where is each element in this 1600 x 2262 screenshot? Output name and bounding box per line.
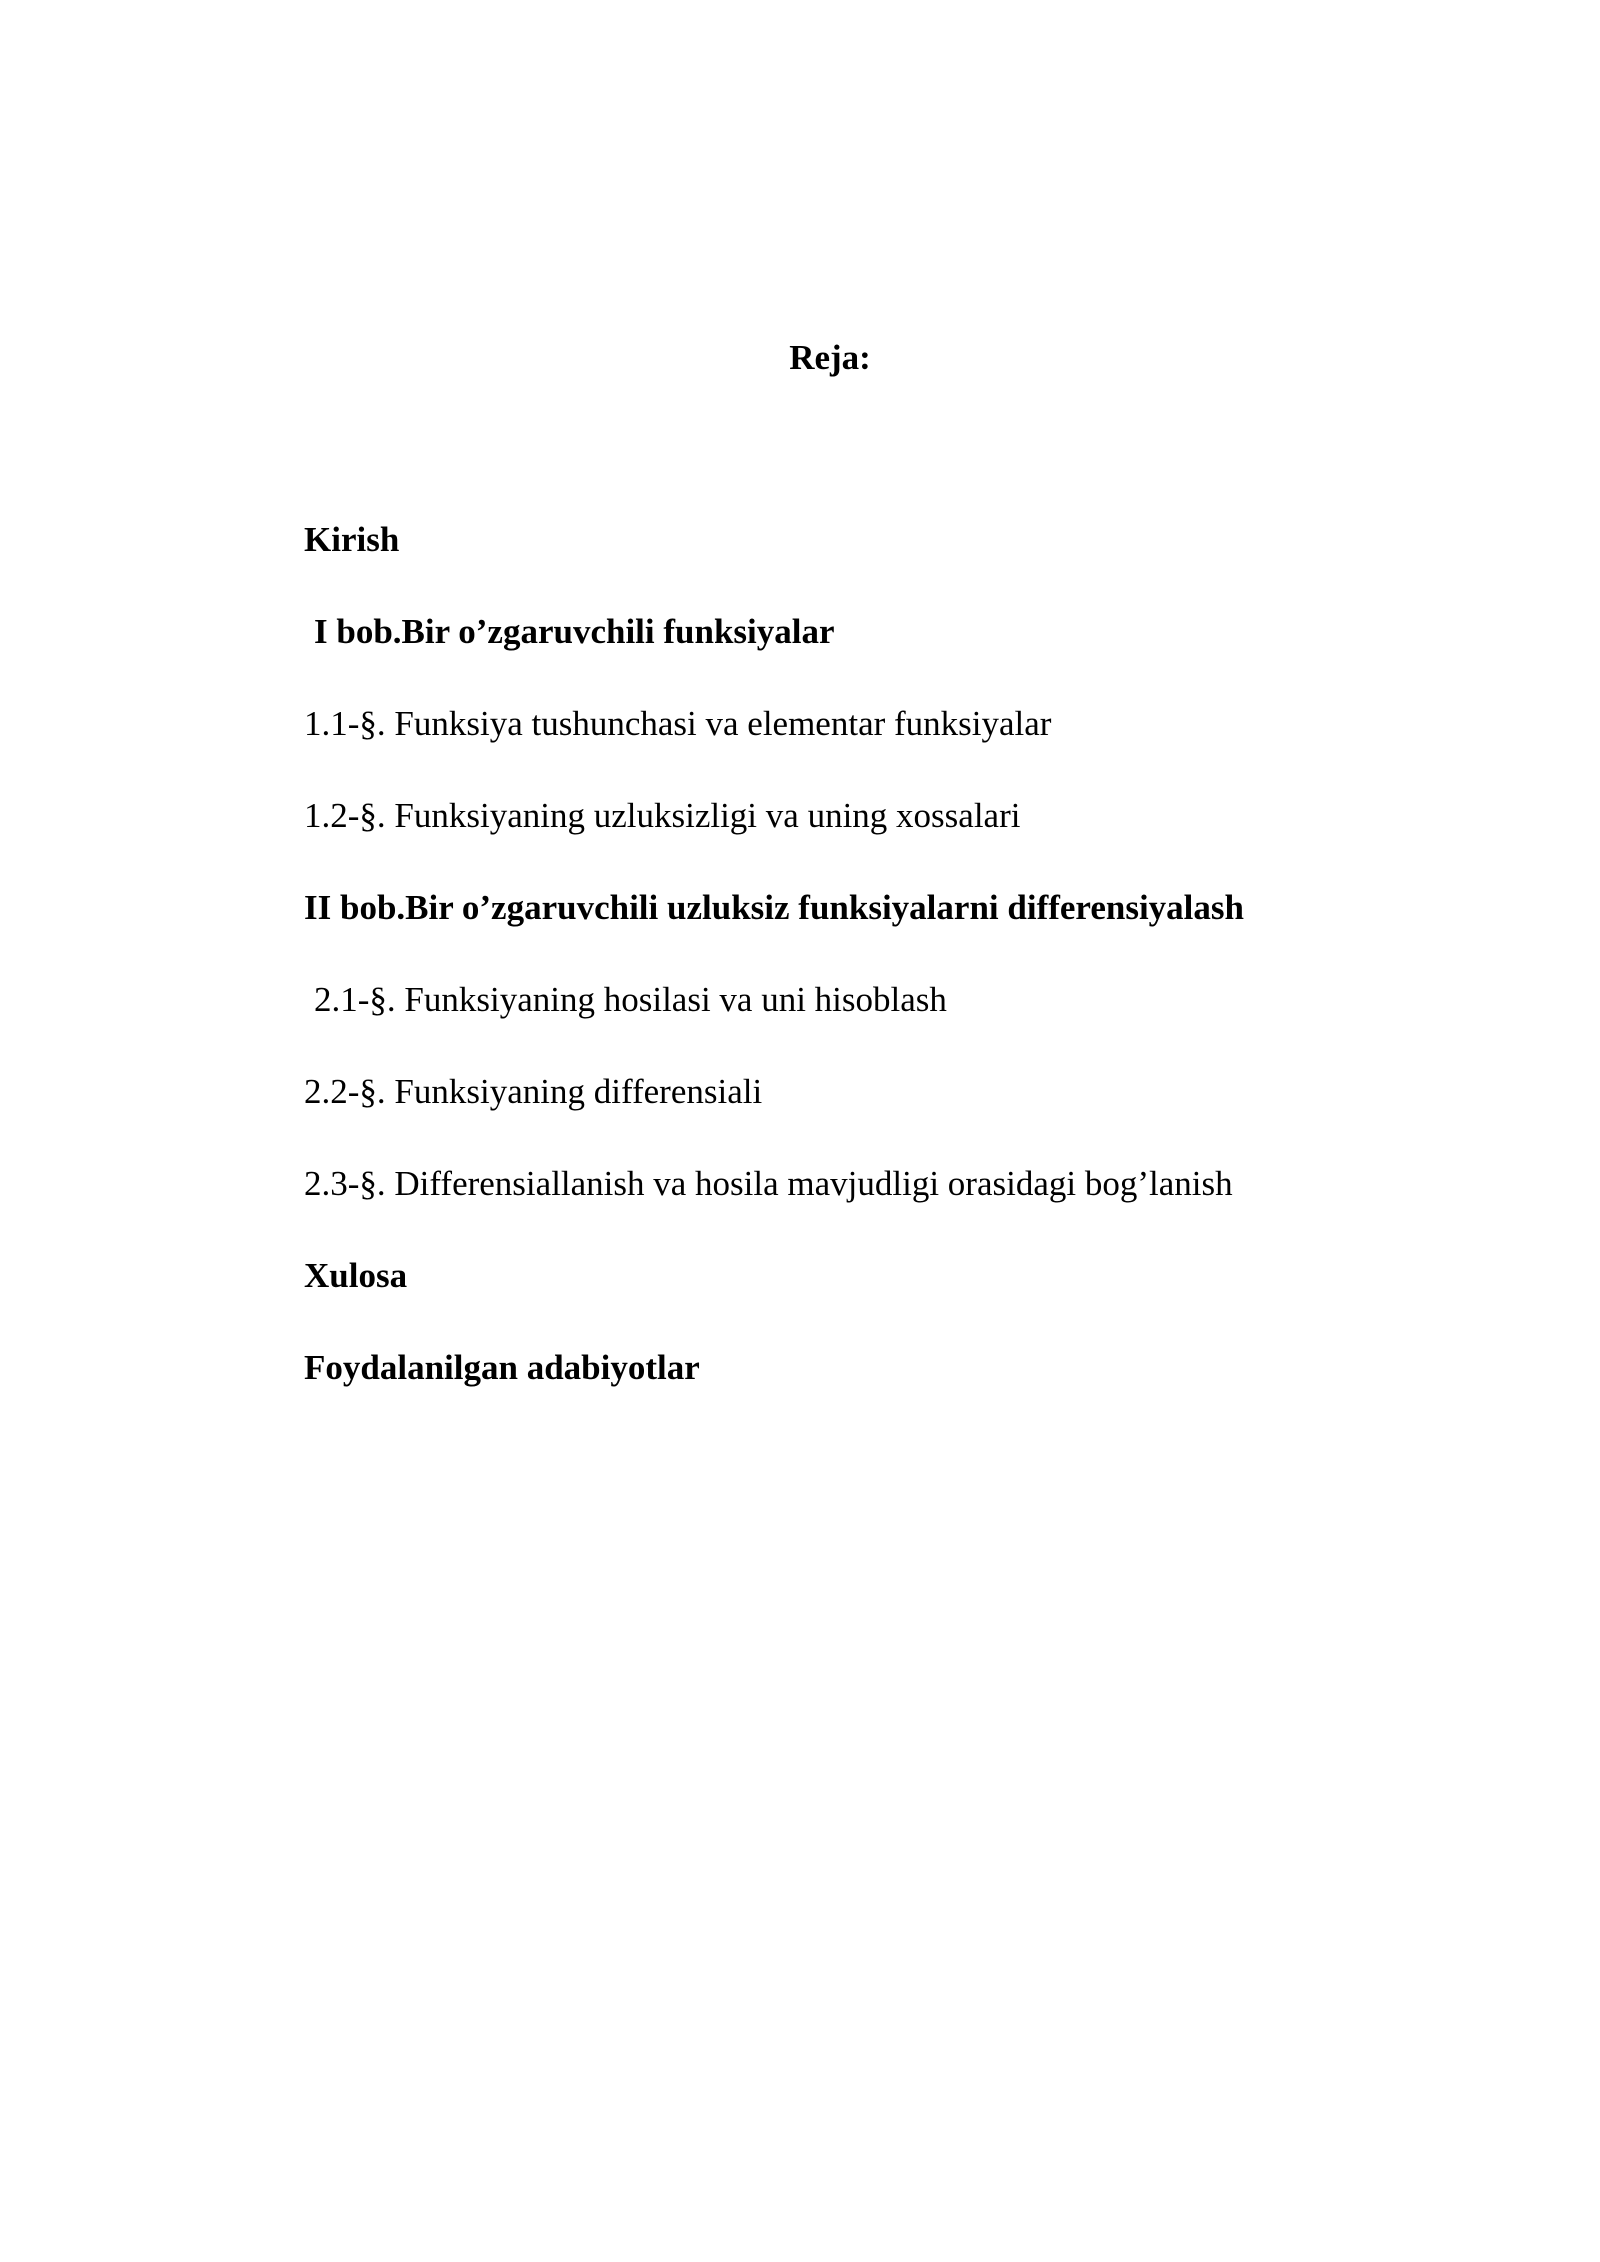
toc-item-section-1-1: 1.1-§. Funksiya tushunchasi va elementar funksiyalar — [304, 704, 1052, 743]
toc-item-section-1-2: 1.2-§. Funksiyaning uzluksizligi va uning xossalari — [304, 796, 1021, 835]
toc-item-chapter-1: I bob.Bir o’zgaruvchili funksiyalar — [314, 612, 835, 651]
toc-item-introduction: Kirish — [304, 520, 400, 559]
toc-item-section-2-3: 2.3-§. Differensiallanish va hosila mavjudligi orasidagi bog’lanish — [304, 1164, 1233, 1203]
toc-item-chapter-2: II bob.Bir o’zgaruvchili uzluksiz funksiyalarni differensiyalash — [304, 888, 1244, 927]
page-title: Reja: — [789, 338, 871, 377]
toc-item-conclusion: Xulosa — [304, 1256, 408, 1295]
table-of-contents — [304, 518, 1404, 1438]
toc-item-section-2-2: 2.2-§. Funksiyaning differensiali — [304, 1072, 763, 1111]
toc-item-section-2-1: 2.1-§. Funksiyaning hosilasi va uni hisoblash — [314, 980, 947, 1019]
toc-item-references: Foydalanilgan adabiyotlar — [304, 1348, 700, 1387]
